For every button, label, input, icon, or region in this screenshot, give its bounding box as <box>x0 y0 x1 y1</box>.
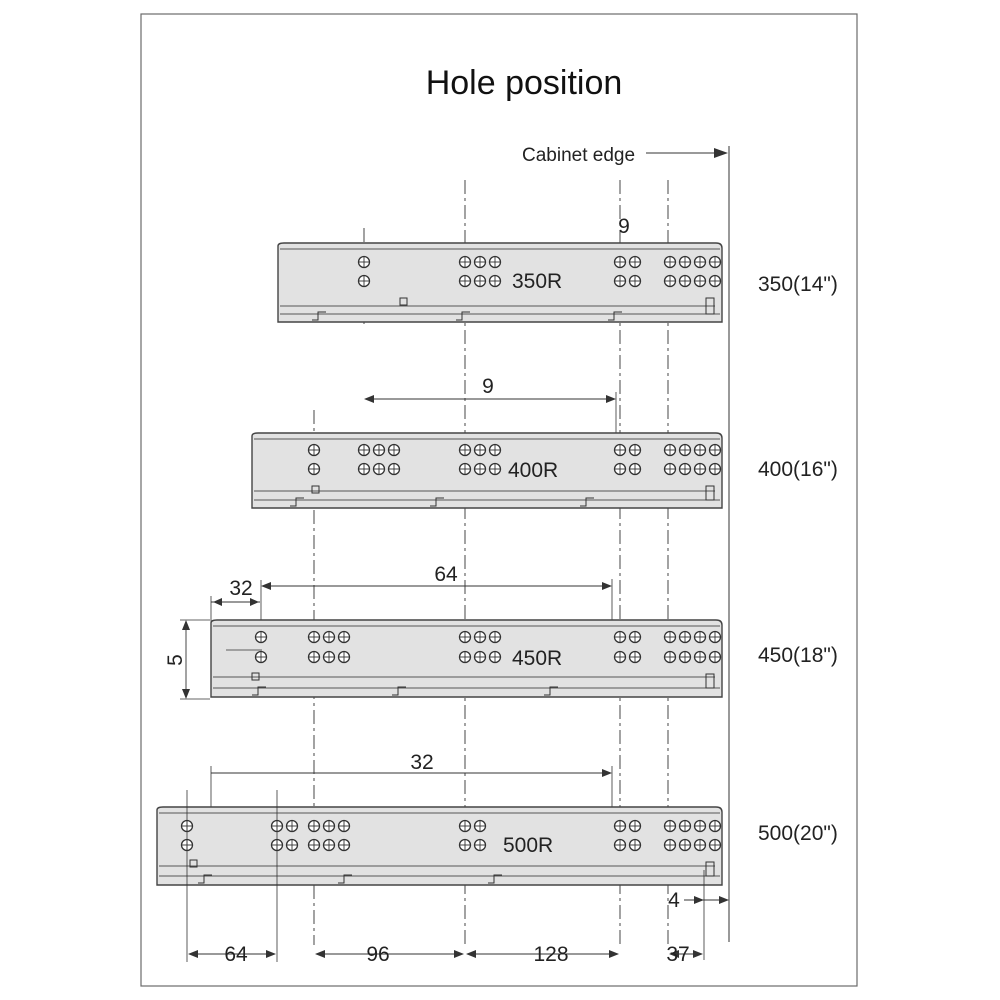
dim-32-long: 32 <box>410 751 434 774</box>
rail-500r <box>157 807 838 885</box>
rail-model-label: 400R <box>508 459 559 482</box>
dim-9-top: 9 <box>618 215 630 238</box>
dim-arrow <box>693 950 703 958</box>
rail-size-label: 500(20") <box>758 822 838 845</box>
diagram-title: Hole position <box>425 64 623 102</box>
dim-128: 128 <box>533 943 569 966</box>
dim-96: 96 <box>366 943 390 966</box>
dim-arrow <box>182 620 190 630</box>
dim-arrow <box>182 689 190 699</box>
rail-450r <box>211 620 838 697</box>
rail-400r <box>252 433 838 508</box>
cabinet-edge-label: Cabinet edge <box>522 145 636 166</box>
dim-32-left: 32 <box>229 577 253 600</box>
dim-arrow <box>266 950 276 958</box>
cabinet-edge-arrow <box>714 148 728 158</box>
dim-arrow <box>606 395 616 403</box>
rail-350r <box>278 243 838 322</box>
dim-arrow <box>466 950 476 958</box>
dim-5-vertical: 5 <box>164 654 187 666</box>
rail-size-label: 350(14") <box>758 273 838 296</box>
rail-model-label: 450R <box>512 647 563 670</box>
dim-arrow <box>719 896 729 904</box>
dim-arrow <box>602 769 612 777</box>
dim-arrow <box>315 950 325 958</box>
rail-model-label: 500R <box>503 834 554 857</box>
dim-arrow <box>261 582 271 590</box>
dim-arrow <box>213 598 222 606</box>
dim-arrow <box>609 950 619 958</box>
dim-4: 4 <box>668 889 680 912</box>
dim-64-bottom: 64 <box>224 943 248 966</box>
rail-body <box>252 433 722 508</box>
dim-arrow <box>694 896 704 904</box>
bottom-dimension-chain <box>188 943 703 966</box>
dim-64-upper: 64 <box>434 563 458 586</box>
rail-size-label: 450(18") <box>758 644 838 667</box>
dim-arrow <box>602 582 612 590</box>
dim-37: 37 <box>666 943 690 966</box>
rail-model-label: 350R <box>512 270 563 293</box>
dim-arrow <box>188 950 198 958</box>
dim-arrow <box>454 950 464 958</box>
dim-9-mid: 9 <box>482 375 494 398</box>
rail-size-label: 400(16") <box>758 458 838 481</box>
dim-arrow <box>364 395 374 403</box>
